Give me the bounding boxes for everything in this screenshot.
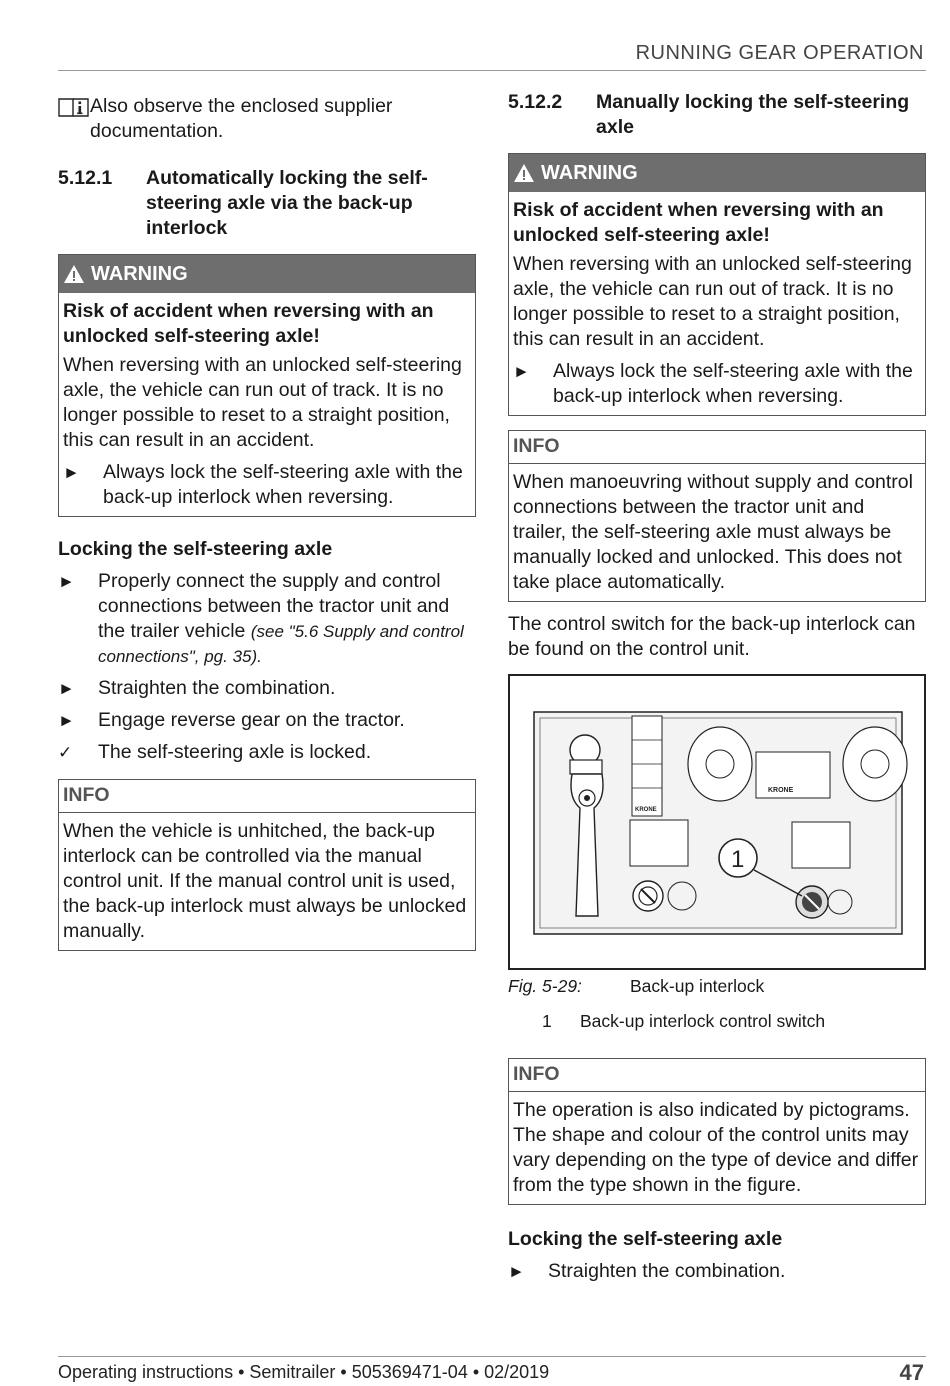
warning-action <box>513 359 921 409</box>
warning-body <box>59 293 475 516</box>
warning-header <box>509 154 925 192</box>
supplier-note <box>58 94 476 144</box>
legend-text: Back-up interlock control switch <box>580 1011 826 1031</box>
control-switch-paragraph: The control switch for the back-up interlock can be found on the control unit. <box>508 613 916 660</box>
supplier-note-text: Also observe the enclosed supplier documentation. <box>90 95 393 142</box>
step-text: Straighten the combination. <box>98 677 336 699</box>
arrow-icon: ► <box>508 1262 525 1281</box>
cross-reference-link[interactable]: (see "5.6 Supply and control connections", pg. 35). <box>98 622 464 666</box>
warning-action-text: Always lock the self-steering axle with the back-up interlock when reversing. <box>553 360 913 407</box>
warning-text: When reversing with an unlocked self-steering axle, the vehicle can run out of track. It is no longer possible to reset to a straight position, this can result in an accident. <box>513 253 912 350</box>
arrow-icon: ► <box>63 463 80 482</box>
section-number: 5.12.1 <box>58 167 113 189</box>
warning-body <box>509 192 925 415</box>
info-label: INFO <box>59 780 475 813</box>
info-box <box>58 779 476 951</box>
warning-title: Risk of accident when reversing with an unlocked self-steering axle! <box>513 199 884 246</box>
step-item <box>58 569 476 669</box>
info-label: INFO <box>509 431 925 464</box>
locking-subheading: Locking the self-steering axle <box>58 538 333 560</box>
info-label: INFO <box>509 1059 925 1092</box>
warning-triangle-icon <box>513 163 535 183</box>
info-text: When the vehicle is unhitched, the back-up interlock can be controlled via the manual control unit. If the manual control unit is used, the back-up interlock must always be unlocked manually. <box>63 820 467 942</box>
result-text: The self-steering axle is locked. <box>98 741 372 763</box>
warning-header <box>59 255 475 293</box>
info-box <box>508 1058 926 1205</box>
section-number: 5.12.2 <box>508 91 563 113</box>
figure-legend <box>508 1011 926 1032</box>
figure-caption <box>508 976 926 997</box>
section-title: Automatically locking the self-steering axle via the back-up interlock <box>146 167 428 239</box>
result-item <box>58 740 476 765</box>
step-text: Properly connect the supply and control connections between the tractor unit and the trailer vehicle <box>98 570 450 642</box>
step-item <box>508 1259 926 1284</box>
warning-box <box>58 254 476 517</box>
figure-callout-1: 1 <box>731 846 745 873</box>
left-column <box>58 90 476 951</box>
info-text: The operation is also indicated by pictograms. The shape and colour of the control units may vary depending on the type of device and differ from the type shown in the figure. <box>513 1099 919 1196</box>
arrow-icon: ► <box>58 711 75 730</box>
info-text: When manoeuvring without supply and control connections between the tractor unit and trailer, the self-steering axle must always be manually locked and unlocked. This does not take place automatically. <box>513 471 913 593</box>
section-heading-5-12-1 <box>58 166 476 241</box>
control-unit-figure <box>508 674 926 970</box>
caption-label: Fig. 5-29: <box>508 976 582 996</box>
caption-text: Back-up interlock <box>630 976 765 996</box>
info-box <box>508 430 926 602</box>
step-text: Engage reverse gear on the tractor. <box>98 709 405 731</box>
warning-text: When reversing with an unlocked self-steering axle, the vehicle can run out of track. It is no longer possible to reset to a straight position, this can result in an accident. <box>63 354 462 451</box>
step-text: Straighten the combination. <box>548 1260 786 1282</box>
arrow-icon: ► <box>513 362 530 381</box>
step-item <box>58 708 476 733</box>
warning-triangle-icon <box>63 264 85 284</box>
arrow-icon: ► <box>58 572 75 591</box>
checkmark-icon: ✓ <box>58 743 73 762</box>
running-header: RUNNING GEAR OPERATION <box>635 42 924 64</box>
footer-rule <box>58 1356 926 1357</box>
book-info-icon <box>58 97 90 117</box>
warning-title: Risk of accident when reversing with an unlocked self-steering axle! <box>63 300 434 347</box>
arrow-icon: ► <box>58 679 75 698</box>
section-heading-5-12-2 <box>508 90 926 140</box>
back-up-interlock-switch <box>796 886 828 918</box>
footer-text: Operating instructions • Semitrailer • 505369471-04 • 02/2019 <box>58 1362 550 1382</box>
warning-label: WARNING <box>541 161 638 184</box>
warning-box <box>508 153 926 416</box>
step-item <box>58 676 476 701</box>
control-unit-illustration <box>510 676 924 964</box>
legend-number: 1 <box>542 1011 552 1031</box>
page-number: 47 <box>899 1360 924 1385</box>
warning-label: WARNING <box>91 262 188 285</box>
warning-action <box>63 460 471 510</box>
section-title: Manually locking the self-steering axle <box>596 91 910 138</box>
brand-label: KRONE <box>768 787 794 794</box>
locking-subheading: Locking the self-steering axle <box>508 1228 783 1250</box>
warning-action-text: Always lock the self-steering axle with the back-up interlock when reversing. <box>103 461 463 508</box>
right-column <box>508 90 926 1284</box>
header-rule <box>58 70 926 71</box>
procedure-steps <box>58 569 476 765</box>
brand-label-small: KRONE <box>635 807 657 813</box>
